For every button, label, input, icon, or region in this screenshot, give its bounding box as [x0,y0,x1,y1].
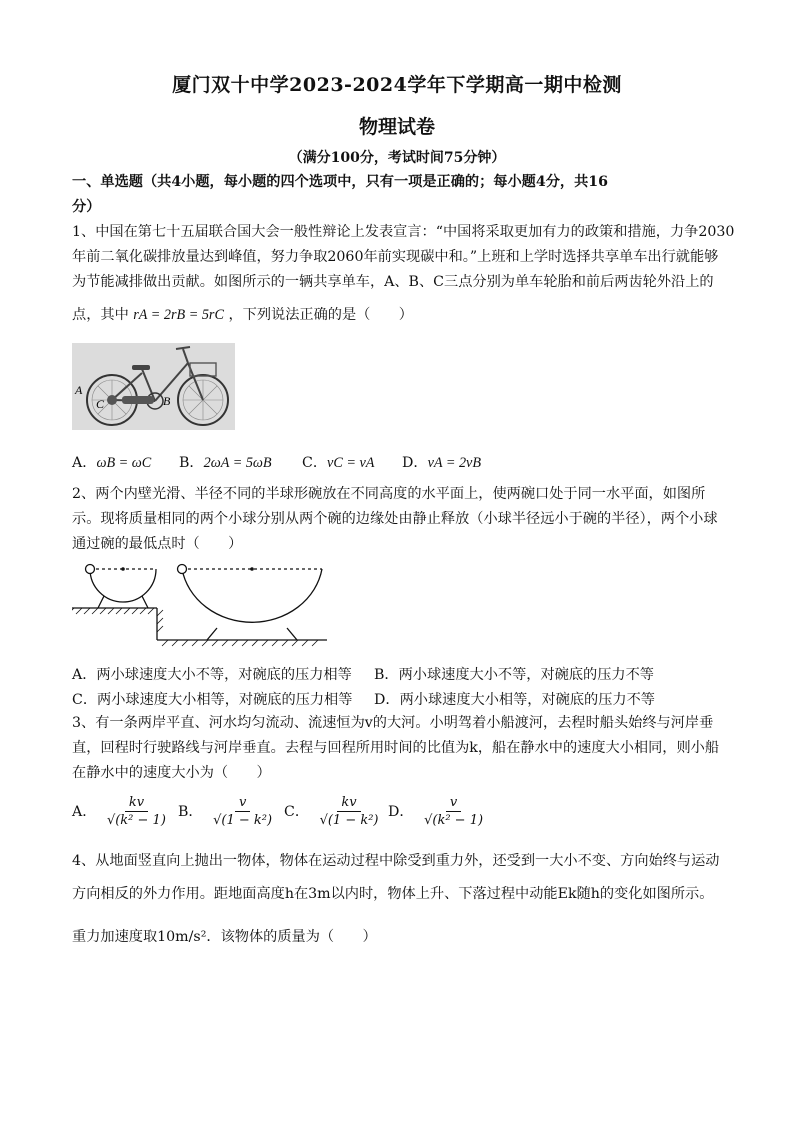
q3-text-line3: 在静水中的速度大小为（ ） [72,765,271,781]
denominator: √(1 − k²) [213,813,273,828]
q3-text-line1: 3、有一条两岸平直、河水均匀流动、流速恒为v的大河。小明驾着小船渡河，去程时船头始终与河岸垂 [72,715,714,731]
q1-option-a-expr: ωB = ωC [96,455,152,471]
label-b: B [163,394,171,408]
q1-text-line3: 为节能减排做出贡献。如图所示的一辆共享单车，A、B、C三点分别为单车轮胎和前后两齿轮外沿上的 [72,274,714,290]
q3-option-b[interactable] [178,795,278,829]
q2-option-d[interactable]: D．两小球速度大小相等，对碗底的压力不等 [374,692,655,708]
q3-option-b-fraction [211,795,274,829]
numerator: v [235,795,250,812]
q3-option-d[interactable] [388,795,489,829]
q1-text-line1: 1、中国在第七十五届联合国大会一般性辩论上发表宣言：“中国将采取更加有力的政策和措施，力争2030 [72,224,735,240]
q3-option-a[interactable] [72,795,172,829]
q2-text-line2: 示。现将质量相同的两个小球分别从两个碗的边缘处由静止释放（小球半径远小于碗的半径），两个小球 [72,511,718,527]
q1-option-c-letter: C． [302,455,328,471]
q1-text-line4 [72,306,722,324]
q3-option-a-fraction [105,795,168,829]
q3-option-d-fraction [422,795,485,829]
q1-text-line2: 年前二氧化碳排放量达到峰值，努力争取2060年前实现碳中和。”上班和上学时选择共享单车出行就能够 [72,249,719,265]
label-a: A [75,383,83,397]
q1-option-d-letter: D． [402,455,428,471]
numerator: v [446,795,461,812]
exam-subject: 物理试卷 [358,116,435,138]
q1-option-b[interactable] [179,452,272,472]
q3-option-c-letter: C． [284,804,310,820]
q1-line4-post: ，下列说法正确的是（ ） [228,307,413,323]
q2-option-b[interactable]: B．两小球速度大小不等，对碗底的压力不等 [374,667,654,683]
numerator: kv [337,795,360,812]
q2-option-c[interactable]: C．两小球速度大小相等，对碗底的压力相等 [72,692,353,708]
exam-note: （满分100分，考试时间75分钟） [288,150,506,166]
q1-option-d-expr: vA = 2vB [427,455,482,471]
q1-option-b-expr: 2ωA = 5ωB [203,455,272,471]
q1-line4-pre: 点，其中 [72,307,129,323]
q3-option-a-letter: A． [72,804,97,820]
q1-option-d[interactable] [402,452,481,472]
bowls-figure [72,560,327,650]
bicycle-drawing [72,343,235,430]
q1-option-c-expr: vC = vA [327,455,375,471]
q3-option-c-fraction [318,795,381,829]
denominator: √(1 − k²) [319,813,379,828]
section-heading-cont: 分） [72,199,101,215]
bowls-drawing [72,560,327,650]
q3-option-c[interactable] [284,795,385,829]
q1-option-c[interactable] [302,452,374,472]
q2-text-line1: 2、两个内壁光滑、半径不同的半球形碗放在不同高度的水平面上，使两碗口处于同一水平面，如图所 [72,486,706,502]
q3-option-b-letter: B． [178,804,203,820]
section-heading: 一、单选题（共4小题，每小题的四个选项中，只有一项是正确的；每小题4分，共16 [72,174,609,190]
q4-text-line2: 方向相反的外力作用。距地面高度h在3m以内时，物体上升、下落过程中动能Ek随h的变化如图所示。 [72,886,714,902]
exam-title: 厦门双十中学2023-2024学年下学期高一期中检测 [172,74,622,96]
q4-text-line1: 4、从地面竖直向上抛出一物体，物体在运动过程中除受到重力外，还受到一大小不变、方向始终与运动 [72,853,720,869]
q2-option-a[interactable]: A．两小球速度大小不等，对碗底的压力相等 [72,667,352,683]
denominator: √(k² − 1) [424,813,484,828]
q1-option-b-letter: B． [179,455,204,471]
q3-option-d-letter: D． [388,804,414,820]
q4-text-line3: 重力加速度取10m/s²．该物体的质量为（ ） [72,929,377,945]
label-c: C [96,397,105,411]
bicycle-figure [72,343,235,430]
q2-text-line3: 通过碗的最低点时（ ） [72,536,243,552]
numerator: kv [125,795,148,812]
q1-radius-equation: rA = 2rB = 5rC [133,307,224,323]
denominator: √(k² − 1) [106,813,166,828]
q3-text-line2: 直，回程时行驶路线与河岸垂直。去程与回程所用时间的比值为k，船在静水中的速度大小相同，则小船 [72,740,720,756]
q1-option-a[interactable] [72,452,151,472]
q1-option-a-letter: A． [72,455,97,471]
